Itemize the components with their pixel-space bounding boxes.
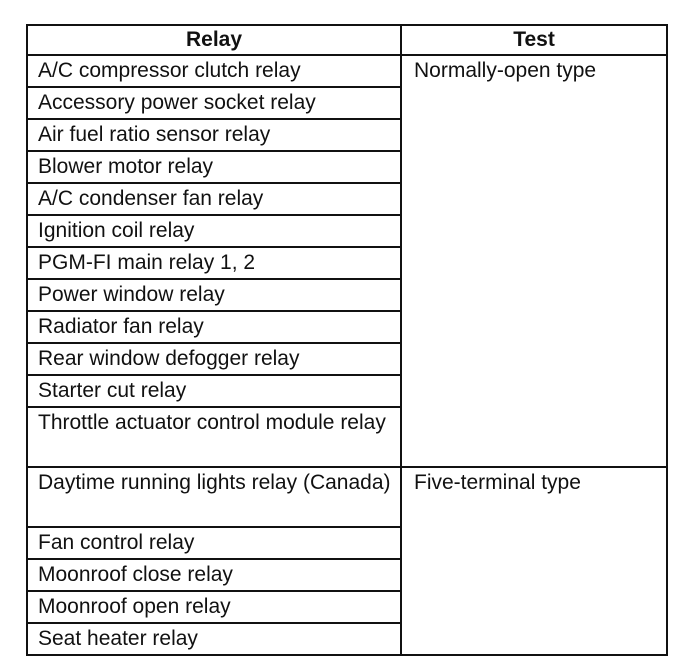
relay-name: Fan control relay (27, 527, 401, 559)
relay-name: Starter cut relay (27, 375, 401, 407)
header-test: Test (401, 25, 667, 55)
header-relay: Relay (27, 25, 401, 55)
relay-name: Moonroof close relay (27, 559, 401, 591)
test-type-cell (401, 467, 667, 655)
relay-name: Throttle actuator control module relay (27, 407, 401, 467)
test-type: Five-terminal type (414, 471, 581, 494)
relay-name: Moonroof open relay (27, 591, 401, 623)
table-row (27, 55, 667, 87)
relay-test-table (26, 24, 668, 656)
relay-name: Blower motor relay (27, 151, 401, 183)
relay-name: Daytime running lights relay (Canada) (27, 467, 401, 527)
test-type: Normally-open type (414, 59, 597, 82)
relay-name: Power window relay (27, 279, 401, 311)
relay-name: Radiator fan relay (27, 311, 401, 343)
relay-name: Accessory power socket relay (27, 87, 401, 119)
relay-name: Air fuel ratio sensor relay (27, 119, 401, 151)
table-row (27, 467, 667, 527)
relay-name: A/C condenser fan relay (27, 183, 401, 215)
relay-name: Rear window defogger relay (27, 343, 401, 375)
header-row (27, 25, 667, 55)
relay-name: Ignition coil relay (27, 215, 401, 247)
relay-name: Seat heater relay (27, 623, 401, 655)
test-type-cell (401, 55, 667, 467)
relay-name: PGM-FI main relay 1, 2 (27, 247, 401, 279)
relay-name: A/C compressor clutch relay (27, 55, 401, 87)
